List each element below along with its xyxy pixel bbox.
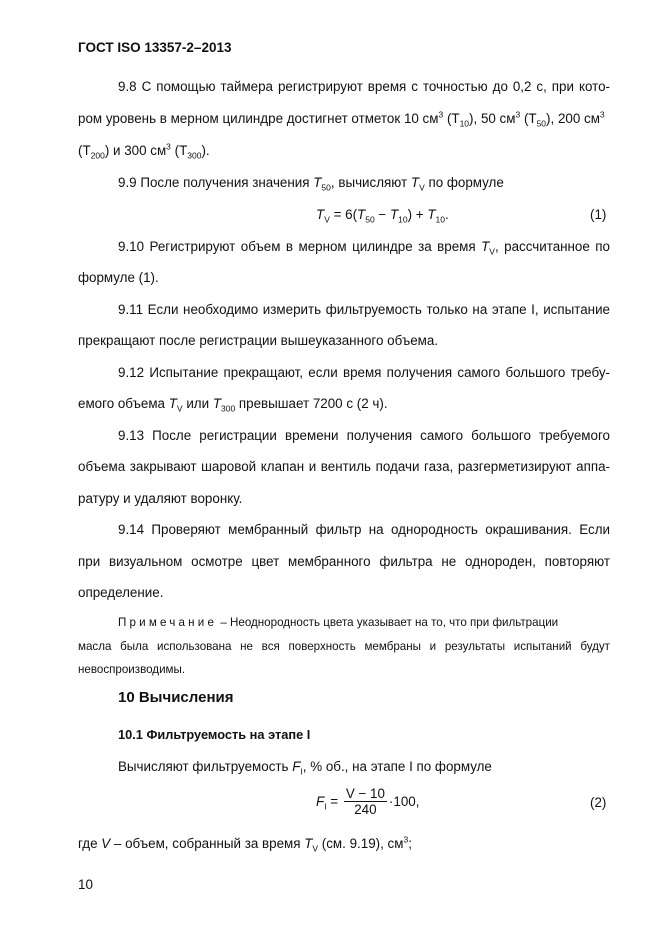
para-9-8-line-3: $(Т_{200})$ и 300 $см^3$ $(Т_{300})$. [78, 141, 210, 161]
para-9-10-line-1: 9.10 Регистрируют объем в мерном цилиндре за время $Т_V$, рассчитанное по [118, 239, 610, 257]
para-9-10-line-2: формуле (1). [78, 270, 159, 285]
para-9-13-line-3: ратуру и удаляют воронку. [78, 491, 243, 506]
variable-definition: где V – объем, собранный за время $Т_V$ (см. 9.19), $см^3$; [78, 834, 412, 854]
para-9-8-line-2: ром уровень в мерном цилиндре достигнет отметок 10 $см^3$ $(Т_{10})$, 50 $см^3$ $(Т_{50})$, 200 $см^3$ [78, 109, 605, 129]
para-9-11-line-1: 9.11 Если необходимо измерить фильтруемость только на этапе I, испытание [118, 302, 610, 317]
formula-2-fraction: $\frac{V - 10}{240}$ [345, 786, 385, 817]
para-9-13-line-2: объема закрывают шаровой клапан и вентиль подачи газа, разгерметизируют аппа- [78, 459, 610, 474]
para-9-9: 9.9 После получения значения $Т_{50}$, вычисляют $T_V$ по формуле [118, 175, 504, 193]
note-line-1: Примечание – Неоднородность цвета указывает на то, что при фильтрации [118, 616, 559, 629]
note-line-2: масла была использована не вся поверхность мембраны и результаты испытаний будут [78, 640, 610, 653]
para-9-12-line-1: 9.12 Испытание прекращают, если время получения самого большого требу- [118, 365, 610, 380]
page-number: 10 [78, 877, 93, 892]
section-heading-10: 10 Вычисления [118, 689, 234, 706]
note-line-3: невоспроизводимы. [78, 663, 186, 676]
formula-1-number: (1) [590, 207, 607, 222]
para-9-12-line-2: емого объема $Т_V$ или $Т_{300}$ превышает 7200 с (2 ч). [78, 396, 388, 414]
para-9-8-line-1: 9.8 С помощью таймера регистрируют время с точностью до 0,2 с, при кото- [118, 79, 610, 94]
formula-2: $F_I$ = $\frac{V - 10}{240}$ ·100, [316, 786, 420, 817]
subsection-heading-10-1: 10.1 Фильтруемость на этапе I [118, 727, 311, 742]
para-9-13-line-1: 9.13 После регистрации времени получения самого большого требуемого [118, 428, 610, 443]
para-9-14-line-1: 9.14 Проверяют мембранный фильтр на однородность окрашивания. Если [118, 522, 610, 537]
para-10-1: Вычисляют фильтруемость $F_I$, % об., на этапе I по формуле [118, 759, 492, 777]
formula-2-number: (2) [590, 795, 607, 810]
para-9-14-line-3: определение. [78, 585, 164, 600]
formula-1: $T_V = 6(T_{50} - T_{10}) + T_{10}$. [316, 207, 449, 225]
para-9-14-line-2: при визуальном осмотре цвет мембранного фильтра не однороден, повторяют [78, 554, 610, 569]
para-9-11-line-2: прекращают после регистрации вышеуказанного объема. [78, 333, 439, 348]
note-label: Примечание [118, 616, 218, 629]
document-header: ГОСТ ISO 13357-2–2013 [78, 40, 232, 55]
